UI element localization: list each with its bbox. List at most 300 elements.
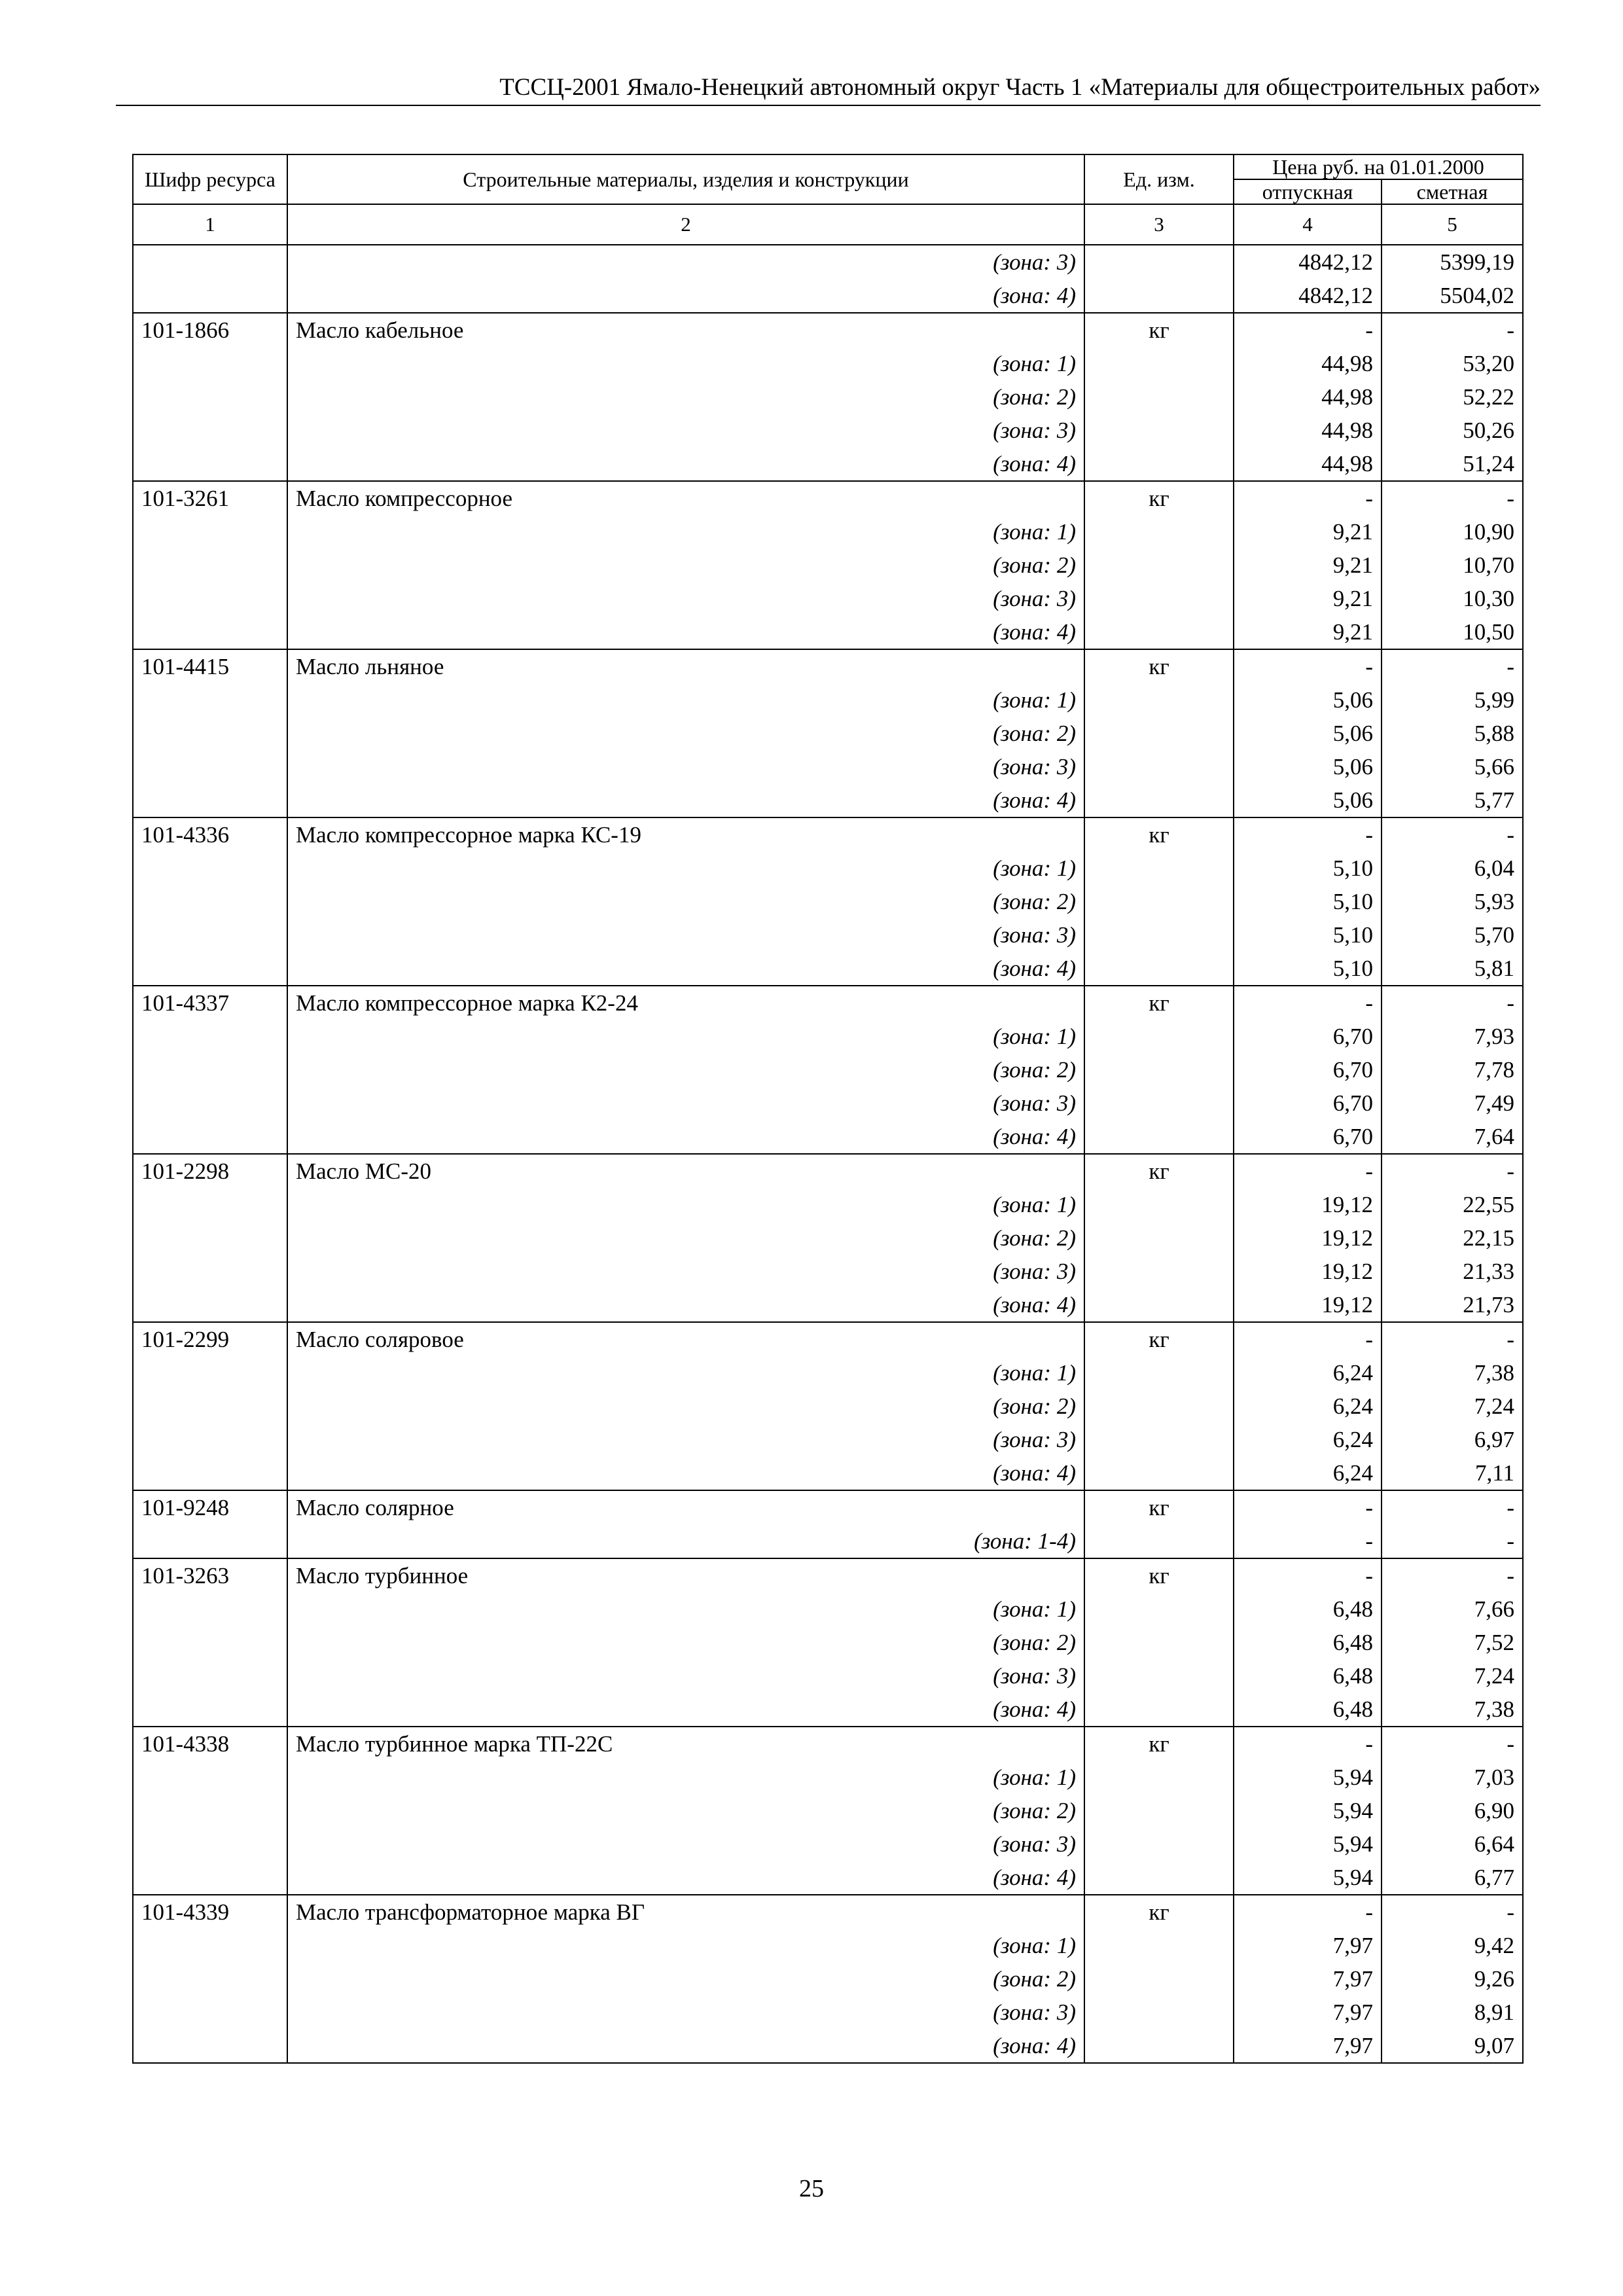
release-price: 5,06 bbox=[1234, 750, 1382, 783]
resource-code: 101-3263 bbox=[133, 1558, 287, 1592]
resource-unit: кг bbox=[1084, 1154, 1234, 1188]
zone-row bbox=[133, 1020, 1523, 1053]
resource-unit bbox=[1084, 1626, 1234, 1659]
estimate-price: 8,91 bbox=[1382, 1996, 1523, 2029]
resource-unit: кг bbox=[1084, 1895, 1234, 1929]
resource-code bbox=[133, 717, 287, 750]
resource-unit bbox=[1084, 582, 1234, 615]
resource-unit: кг bbox=[1084, 817, 1234, 852]
resource-unit bbox=[1084, 1592, 1234, 1626]
resource-unit bbox=[1084, 414, 1234, 447]
release-price: 6,48 bbox=[1234, 1592, 1382, 1626]
release-price: 44,98 bbox=[1234, 447, 1382, 481]
release-price: 4842,12 bbox=[1234, 279, 1382, 313]
release-price: 6,24 bbox=[1234, 1356, 1382, 1390]
resource-unit bbox=[1084, 918, 1234, 952]
zone-label: (зона: 4) bbox=[287, 279, 1084, 313]
estimate-price: 6,64 bbox=[1382, 1827, 1523, 1861]
zone-label: (зона: 4) bbox=[287, 1120, 1084, 1154]
resource-unit bbox=[1084, 1524, 1234, 1558]
zone-row bbox=[133, 1761, 1523, 1794]
release-price: 4842,12 bbox=[1234, 245, 1382, 279]
estimate-price: - bbox=[1382, 481, 1523, 515]
zone-row bbox=[133, 1996, 1523, 2029]
resource-unit bbox=[1084, 548, 1234, 582]
release-price: 7,97 bbox=[1234, 2029, 1382, 2063]
estimate-price: 7,49 bbox=[1382, 1086, 1523, 1120]
resource-unit bbox=[1084, 952, 1234, 986]
zone-label: (зона: 4) bbox=[287, 1456, 1084, 1490]
estimate-price: 9,26 bbox=[1382, 1962, 1523, 1996]
estimate-price: 5399,19 bbox=[1382, 245, 1523, 279]
resource-name: Масло кабельное bbox=[287, 313, 1084, 347]
zone-label: (зона: 1) bbox=[287, 852, 1084, 885]
resource-code: 101-4415 bbox=[133, 649, 287, 683]
estimate-price: 22,15 bbox=[1382, 1221, 1523, 1255]
release-price: 6,24 bbox=[1234, 1390, 1382, 1423]
release-price: 19,12 bbox=[1234, 1221, 1382, 1255]
release-price: - bbox=[1234, 1490, 1382, 1524]
resource-unit bbox=[1084, 1255, 1234, 1288]
resource-row bbox=[133, 649, 1523, 683]
resource-unit bbox=[1084, 1288, 1234, 1322]
resource-code bbox=[133, 1659, 287, 1693]
resource-code bbox=[133, 852, 287, 885]
zone-label: (зона: 3) bbox=[287, 1255, 1084, 1288]
resource-unit: кг bbox=[1084, 481, 1234, 515]
zone-row bbox=[133, 918, 1523, 952]
resource-code bbox=[133, 245, 287, 279]
resource-unit bbox=[1084, 1120, 1234, 1154]
release-price: 6,70 bbox=[1234, 1120, 1382, 1154]
estimate-price: 7,03 bbox=[1382, 1761, 1523, 1794]
resource-code bbox=[133, 783, 287, 817]
resource-unit bbox=[1084, 1456, 1234, 1490]
resource-code bbox=[133, 615, 287, 649]
resource-code bbox=[133, 582, 287, 615]
resource-row bbox=[133, 1895, 1523, 1929]
header-unit: Ед. изм. bbox=[1084, 154, 1234, 204]
resource-code bbox=[133, 414, 287, 447]
release-price: - bbox=[1234, 1727, 1382, 1761]
resource-code: 101-4338 bbox=[133, 1727, 287, 1761]
resource-unit bbox=[1084, 380, 1234, 414]
resource-code bbox=[133, 2029, 287, 2063]
page-number: 25 bbox=[799, 2175, 824, 2202]
release-price: 44,98 bbox=[1234, 414, 1382, 447]
resource-unit bbox=[1084, 1693, 1234, 1727]
resource-unit bbox=[1084, 1761, 1234, 1794]
resource-unit bbox=[1084, 515, 1234, 548]
release-price: 6,70 bbox=[1234, 1086, 1382, 1120]
resource-code bbox=[133, 1794, 287, 1827]
zone-row bbox=[133, 515, 1523, 548]
release-price: - bbox=[1234, 1895, 1382, 1929]
resource-code bbox=[133, 683, 287, 717]
resource-unit bbox=[1084, 1827, 1234, 1861]
zone-row bbox=[133, 1659, 1523, 1693]
release-price: 6,24 bbox=[1234, 1423, 1382, 1456]
header-release-price: отпускная bbox=[1234, 179, 1382, 204]
resource-row bbox=[133, 481, 1523, 515]
zone-row bbox=[133, 1086, 1523, 1120]
zone-row bbox=[133, 1693, 1523, 1727]
resource-code bbox=[133, 750, 287, 783]
resource-row bbox=[133, 1322, 1523, 1356]
resource-code bbox=[133, 952, 287, 986]
resource-unit bbox=[1084, 1020, 1234, 1053]
release-price: 5,10 bbox=[1234, 852, 1382, 885]
resource-code bbox=[133, 1423, 287, 1456]
release-price: 9,21 bbox=[1234, 615, 1382, 649]
zone-row bbox=[133, 1929, 1523, 1962]
resource-code bbox=[133, 1221, 287, 1255]
release-price: - bbox=[1234, 817, 1382, 852]
resource-code bbox=[133, 1120, 287, 1154]
resource-unit bbox=[1084, 447, 1234, 481]
header-price: Цена руб. на 01.01.2000 bbox=[1234, 154, 1523, 179]
resource-row bbox=[133, 986, 1523, 1020]
release-price: 5,94 bbox=[1234, 1794, 1382, 1827]
estimate-price: - bbox=[1382, 1154, 1523, 1188]
zone-label: (зона: 3) bbox=[287, 1659, 1084, 1693]
zone-row bbox=[133, 615, 1523, 649]
resource-unit bbox=[1084, 852, 1234, 885]
estimate-price: 5504,02 bbox=[1382, 279, 1523, 313]
zone-row bbox=[133, 1120, 1523, 1154]
estimate-price: 21,33 bbox=[1382, 1255, 1523, 1288]
page-header: ТССЦ-2001 Ямало-Ненецкий автономный округ Часть 1 «Материалы для общестроительных работ» bbox=[499, 74, 1541, 101]
zone-label: (зона: 1) bbox=[287, 347, 1084, 380]
release-price: 6,24 bbox=[1234, 1456, 1382, 1490]
zone-row bbox=[133, 582, 1523, 615]
resource-unit bbox=[1084, 717, 1234, 750]
release-price: 7,97 bbox=[1234, 1996, 1382, 2029]
estimate-price: 9,42 bbox=[1382, 1929, 1523, 1962]
resource-name: Масло трансформаторное марка ВГ bbox=[287, 1895, 1084, 1929]
zone-label: (зона: 1) bbox=[287, 1761, 1084, 1794]
resource-code: 101-9248 bbox=[133, 1490, 287, 1524]
column-number: 5 bbox=[1382, 204, 1523, 245]
resource-code bbox=[133, 279, 287, 313]
resource-code bbox=[133, 1761, 287, 1794]
release-price: 6,70 bbox=[1234, 1053, 1382, 1086]
estimate-price: 7,11 bbox=[1382, 1456, 1523, 1490]
resource-code bbox=[133, 1188, 287, 1221]
resource-unit bbox=[1084, 1188, 1234, 1221]
zone-label: (зона: 2) bbox=[287, 1626, 1084, 1659]
zone-row bbox=[133, 347, 1523, 380]
resource-code bbox=[133, 1086, 287, 1120]
zone-row bbox=[133, 1827, 1523, 1861]
zone-row bbox=[133, 380, 1523, 414]
zone-row bbox=[133, 1053, 1523, 1086]
estimate-price: - bbox=[1382, 1895, 1523, 1929]
resource-unit bbox=[1084, 1086, 1234, 1120]
estimate-price: 10,90 bbox=[1382, 515, 1523, 548]
resource-code bbox=[133, 1053, 287, 1086]
estimate-price: 7,64 bbox=[1382, 1120, 1523, 1154]
resource-name: Масло турбинное bbox=[287, 1558, 1084, 1592]
release-price: - bbox=[1234, 1322, 1382, 1356]
resource-unit bbox=[1084, 1221, 1234, 1255]
release-price: 7,97 bbox=[1234, 1929, 1382, 1962]
estimate-price: 7,38 bbox=[1382, 1693, 1523, 1727]
resource-unit bbox=[1084, 347, 1234, 380]
release-price: 19,12 bbox=[1234, 1255, 1382, 1288]
estimate-price: - bbox=[1382, 986, 1523, 1020]
estimate-price: 9,07 bbox=[1382, 2029, 1523, 2063]
estimate-price: - bbox=[1382, 1524, 1523, 1558]
release-price: 19,12 bbox=[1234, 1188, 1382, 1221]
zone-row bbox=[133, 952, 1523, 986]
estimate-price: - bbox=[1382, 1322, 1523, 1356]
estimate-price: 10,50 bbox=[1382, 615, 1523, 649]
resource-code bbox=[133, 1020, 287, 1053]
estimate-price: 7,24 bbox=[1382, 1659, 1523, 1693]
resource-code bbox=[133, 918, 287, 952]
column-number: 2 bbox=[287, 204, 1084, 245]
zone-row bbox=[133, 279, 1523, 313]
estimate-price: 5,99 bbox=[1382, 683, 1523, 717]
release-price: 5,10 bbox=[1234, 918, 1382, 952]
zone-label: (зона: 4) bbox=[287, 447, 1084, 481]
resource-unit bbox=[1084, 885, 1234, 918]
zone-row bbox=[133, 1456, 1523, 1490]
estimate-price: 7,78 bbox=[1382, 1053, 1523, 1086]
release-price: 5,10 bbox=[1234, 885, 1382, 918]
zone-label: (зона: 3) bbox=[287, 750, 1084, 783]
zone-label: (зона: 3) bbox=[287, 1996, 1084, 2029]
zone-label: (зона: 4) bbox=[287, 2029, 1084, 2063]
zone-row bbox=[133, 683, 1523, 717]
resource-unit bbox=[1084, 1962, 1234, 1996]
release-price: - bbox=[1234, 1558, 1382, 1592]
resource-code: 101-4339 bbox=[133, 1895, 287, 1929]
resource-unit: кг bbox=[1084, 986, 1234, 1020]
resource-code bbox=[133, 515, 287, 548]
zone-row bbox=[133, 717, 1523, 750]
release-price: 9,21 bbox=[1234, 582, 1382, 615]
resource-name: Масло турбинное марка ТП-22С bbox=[287, 1727, 1084, 1761]
zone-row bbox=[133, 1794, 1523, 1827]
zone-label: (зона: 3) bbox=[287, 245, 1084, 279]
zone-label: (зона: 2) bbox=[287, 1962, 1084, 1996]
zone-row bbox=[133, 885, 1523, 918]
zone-label: (зона: 3) bbox=[287, 1827, 1084, 1861]
release-price: - bbox=[1234, 1154, 1382, 1188]
estimate-price: 52,22 bbox=[1382, 380, 1523, 414]
zone-label: (зона: 4) bbox=[287, 952, 1084, 986]
zone-label: (зона: 2) bbox=[287, 1221, 1084, 1255]
estimate-price: 53,20 bbox=[1382, 347, 1523, 380]
resource-unit bbox=[1084, 783, 1234, 817]
zone-row bbox=[133, 1188, 1523, 1221]
zone-label: (зона: 1) bbox=[287, 683, 1084, 717]
release-price: - bbox=[1234, 481, 1382, 515]
resource-unit bbox=[1084, 1356, 1234, 1390]
resource-code: 101-4336 bbox=[133, 817, 287, 852]
estimate-price: 51,24 bbox=[1382, 447, 1523, 481]
release-price: 5,94 bbox=[1234, 1827, 1382, 1861]
estimate-price: 5,93 bbox=[1382, 885, 1523, 918]
resource-unit bbox=[1084, 245, 1234, 279]
resource-name: Масло компрессорное марка К2-24 bbox=[287, 986, 1084, 1020]
zone-label: (зона: 2) bbox=[287, 885, 1084, 918]
column-number: 4 bbox=[1234, 204, 1382, 245]
estimate-price: - bbox=[1382, 1558, 1523, 1592]
estimate-price: 5,81 bbox=[1382, 952, 1523, 986]
zone-label: (зона: 4) bbox=[287, 1693, 1084, 1727]
release-price: 5,94 bbox=[1234, 1861, 1382, 1895]
estimate-price: 22,55 bbox=[1382, 1188, 1523, 1221]
zone-label: (зона: 1) bbox=[287, 1188, 1084, 1221]
resource-name: Масло соляровое bbox=[287, 1322, 1084, 1356]
zone-label: (зона: 2) bbox=[287, 1794, 1084, 1827]
resource-row bbox=[133, 817, 1523, 852]
estimate-price: - bbox=[1382, 1727, 1523, 1761]
estimate-price: 7,24 bbox=[1382, 1390, 1523, 1423]
column-number: 3 bbox=[1084, 204, 1234, 245]
release-price: 5,06 bbox=[1234, 717, 1382, 750]
zone-label: (зона: 4) bbox=[287, 615, 1084, 649]
estimate-price: - bbox=[1382, 649, 1523, 683]
zone-row bbox=[133, 1423, 1523, 1456]
release-price: 6,48 bbox=[1234, 1693, 1382, 1727]
zone-label: (зона: 2) bbox=[287, 1053, 1084, 1086]
resource-row bbox=[133, 1558, 1523, 1592]
estimate-price: 10,70 bbox=[1382, 548, 1523, 582]
resource-code bbox=[133, 447, 287, 481]
resource-name: Масло МС-20 bbox=[287, 1154, 1084, 1188]
release-price: 6,48 bbox=[1234, 1659, 1382, 1693]
estimate-price: - bbox=[1382, 817, 1523, 852]
resource-code bbox=[133, 1861, 287, 1895]
resource-code bbox=[133, 548, 287, 582]
resource-row bbox=[133, 1727, 1523, 1761]
release-price: 5,10 bbox=[1234, 952, 1382, 986]
resource-unit bbox=[1084, 1861, 1234, 1895]
resource-row bbox=[133, 1154, 1523, 1188]
zone-label: (зона: 1) bbox=[287, 1020, 1084, 1053]
release-price: 19,12 bbox=[1234, 1288, 1382, 1322]
zone-label: (зона: 4) bbox=[287, 1288, 1084, 1322]
release-price: 6,70 bbox=[1234, 1020, 1382, 1053]
zone-label: (зона: 2) bbox=[287, 380, 1084, 414]
resource-code bbox=[133, 380, 287, 414]
resource-unit bbox=[1084, 1996, 1234, 2029]
resource-code: 101-2298 bbox=[133, 1154, 287, 1188]
release-price: 6,48 bbox=[1234, 1626, 1382, 1659]
estimate-price: - bbox=[1382, 1490, 1523, 1524]
resource-unit bbox=[1084, 1390, 1234, 1423]
resource-code bbox=[133, 1626, 287, 1659]
release-price: 5,06 bbox=[1234, 783, 1382, 817]
zone-label: (зона: 2) bbox=[287, 717, 1084, 750]
resource-code bbox=[133, 1524, 287, 1558]
header-rule bbox=[116, 105, 1541, 106]
estimate-price: 10,30 bbox=[1382, 582, 1523, 615]
release-price: 5,06 bbox=[1234, 683, 1382, 717]
resource-code bbox=[133, 1929, 287, 1962]
resource-code bbox=[133, 1962, 287, 1996]
resource-unit: кг bbox=[1084, 1490, 1234, 1524]
resource-unit bbox=[1084, 1929, 1234, 1962]
price-table bbox=[132, 154, 1524, 2064]
column-number-row bbox=[133, 204, 1523, 245]
estimate-price: 7,52 bbox=[1382, 1626, 1523, 1659]
resource-code bbox=[133, 1456, 287, 1490]
zone-row bbox=[133, 852, 1523, 885]
zone-row bbox=[133, 1592, 1523, 1626]
resource-code bbox=[133, 347, 287, 380]
zone-row bbox=[133, 1221, 1523, 1255]
resource-unit: кг bbox=[1084, 1727, 1234, 1761]
estimate-price: 5,70 bbox=[1382, 918, 1523, 952]
resource-unit bbox=[1084, 1053, 1234, 1086]
resource-unit bbox=[1084, 1423, 1234, 1456]
resource-code bbox=[133, 1693, 287, 1727]
zone-row bbox=[133, 1861, 1523, 1895]
estimate-price: 5,66 bbox=[1382, 750, 1523, 783]
zone-row bbox=[133, 1524, 1523, 1558]
resource-unit bbox=[1084, 750, 1234, 783]
zone-row bbox=[133, 1288, 1523, 1322]
zone-row bbox=[133, 750, 1523, 783]
zone-row bbox=[133, 1356, 1523, 1390]
resource-unit bbox=[1084, 1794, 1234, 1827]
resource-code: 101-2299 bbox=[133, 1322, 287, 1356]
zone-row bbox=[133, 1390, 1523, 1423]
resource-code bbox=[133, 1390, 287, 1423]
header-code: Шифр ресурса bbox=[133, 154, 287, 204]
release-price: 44,98 bbox=[1234, 347, 1382, 380]
release-price: 9,21 bbox=[1234, 548, 1382, 582]
resource-unit bbox=[1084, 615, 1234, 649]
zone-label: (зона: 3) bbox=[287, 1423, 1084, 1456]
zone-row bbox=[133, 548, 1523, 582]
zone-label: (зона: 3) bbox=[287, 582, 1084, 615]
resource-unit: кг bbox=[1084, 1558, 1234, 1592]
zone-label: (зона: 4) bbox=[287, 1861, 1084, 1895]
release-price: 7,97 bbox=[1234, 1962, 1382, 1996]
resource-row bbox=[133, 313, 1523, 347]
zone-label: (зона: 1-4) bbox=[287, 1524, 1084, 1558]
resource-code bbox=[133, 1592, 287, 1626]
zone-label: (зона: 3) bbox=[287, 1086, 1084, 1120]
resource-name: Масло компрессорное марка КС-19 bbox=[287, 817, 1084, 852]
zone-row bbox=[133, 245, 1523, 279]
header-estimate-price: сметная bbox=[1382, 179, 1523, 204]
estimate-price: 5,77 bbox=[1382, 783, 1523, 817]
resource-unit bbox=[1084, 2029, 1234, 2063]
resource-unit: кг bbox=[1084, 1322, 1234, 1356]
resource-code bbox=[133, 1827, 287, 1861]
resource-code bbox=[133, 1288, 287, 1322]
zone-label: (зона: 2) bbox=[287, 1390, 1084, 1423]
estimate-price: 6,04 bbox=[1382, 852, 1523, 885]
zone-label: (зона: 4) bbox=[287, 783, 1084, 817]
resource-code: 101-3261 bbox=[133, 481, 287, 515]
column-number: 1 bbox=[133, 204, 287, 245]
estimate-price: 6,90 bbox=[1382, 1794, 1523, 1827]
resource-row bbox=[133, 1490, 1523, 1524]
zone-label: (зона: 1) bbox=[287, 515, 1084, 548]
zone-row bbox=[133, 1626, 1523, 1659]
resource-code bbox=[133, 1255, 287, 1288]
resource-unit bbox=[1084, 683, 1234, 717]
zone-row bbox=[133, 447, 1523, 481]
